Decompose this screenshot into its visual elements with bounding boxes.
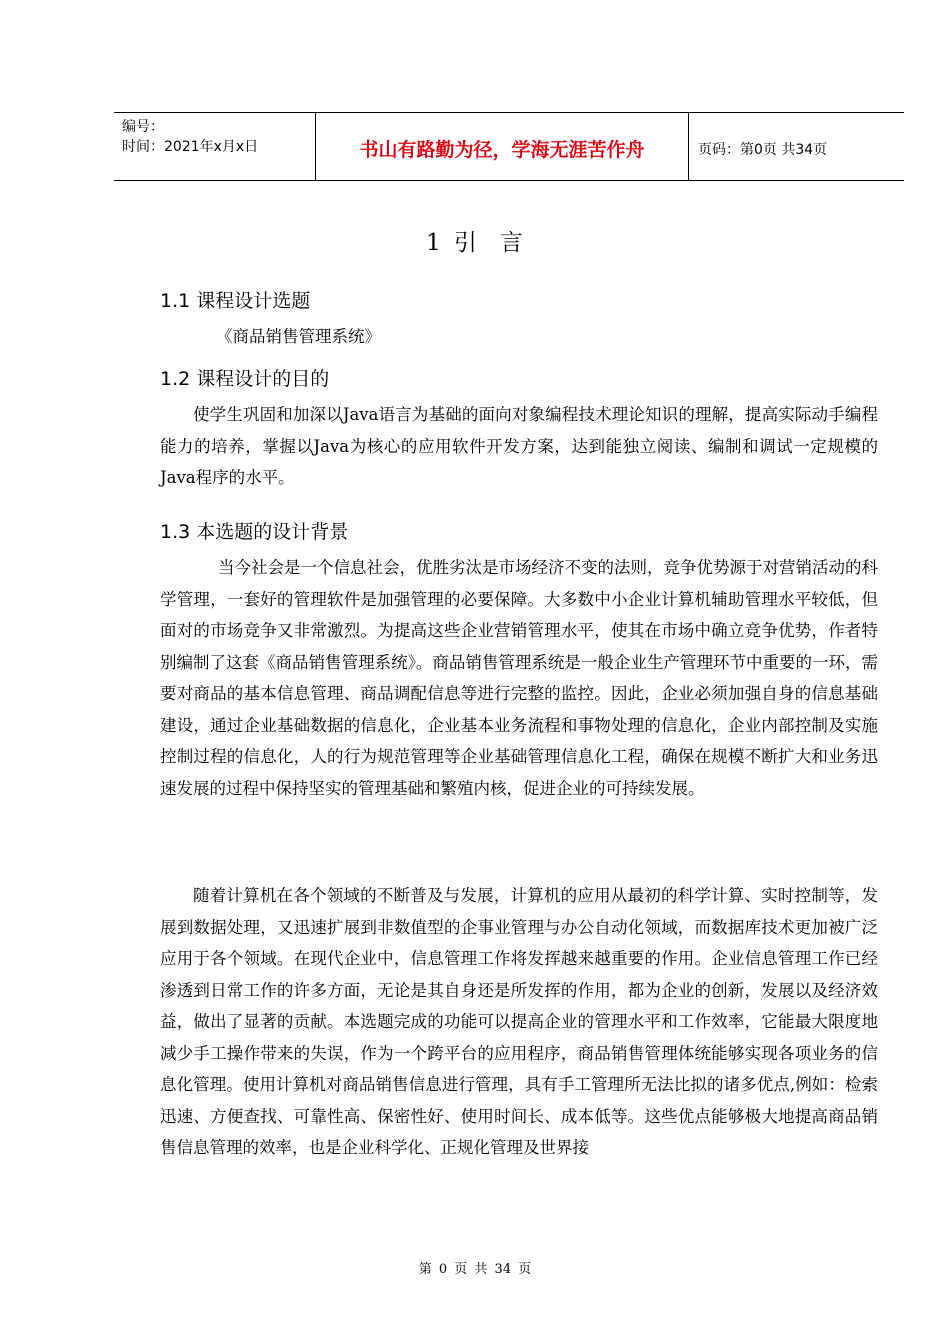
chapter-title-char-1: 引 <box>453 230 478 256</box>
document-number-label: 编号： <box>122 119 164 135</box>
section-heading-1-2: 1.2 课程设计的目的 <box>160 368 330 390</box>
page-footer: 第 0 页 共 34 页 <box>418 1262 532 1277</box>
section-heading-1-1: 1.1 课程设计选题 <box>160 290 311 312</box>
section-heading-1-3: 1.3 本选题的设计背景 <box>160 521 349 543</box>
section-paragraph-2: 随着计算机在各个领域的不断普及与发展，计算机的应用从最初的科学计算、实时控制等，发展到数据处理，又迅速扩展到非数值型的企事业管理与办公自动化领域，而数据库技术更加被广泛应用于各个领域。在现代企业中，信息管理工作将发挥越来越重要的作用。企业信息管理工作已经渗透到日常工作的许多方面，无论是其自身还是所发挥的作用，都为企业的创新，发展以及经济效益，做出了显著的贡献。本选题完成的功能可以提高企业的管理水平和工作效率，它能最大限度地减少手工操作带来的失误，作为一个跨平台的应用程序，商品销售管理体统能够实现各项业务的信息化管理。使用计算机对商品销售信息进行管理，具有手工管理所无法比拟的诸多优点,例如：检索迅速、方便查找、可靠性高、保密性好、使用时间长、成本低等。这些优点能够极大地提高商品销售信息管理的效率，也是企业科学化、正规化管理及世界接 <box>160 886 878 1157</box>
chapter-number: 1 <box>426 230 442 256</box>
chapter-title-char-2: 言 <box>499 230 524 256</box>
document-header <box>114 112 904 181</box>
section-body-1-1: 《商品销售管理系统》 <box>216 327 381 346</box>
section-paragraph-1: 当今社会是一个信息社会，优胜劣汰是市场经济不变的法则，竞争优势源于对营销活动的科学管理，一套好的管理软件是加强管理的必要保障。大多数中小企业计算机辅助管理水平较低，但面对的市场竞争又非常激烈。为提高这些企业营销管理水平，使其在市场中确立竞争优势，作者特别编制了这套《商品销售管理系统》。商品销售管理系统是一般企业生产管理环节中重要的一环，需要对商品的基本信息管理、商品调配信息等进行完整的监控。因此，企业必须加强自身的信息基础建设，通过企业基础数据的信息化，企业基本业务流程和事物处理的信息化，企业内部控制及实施控制过程的信息化，人的行为规范管理等企业基础管理信息化工程，确保在规模不断扩大和业务迅速发展的过程中保持坚实的管理基础和繁殖内核，促进企业的可持续发展。 <box>160 558 878 798</box>
header-motto: 书山有路勤为径，学海无涯苦作舟 <box>316 113 689 180</box>
header-meta-cell <box>114 113 316 180</box>
header-page-info: 页码：第0页 共34页 <box>698 141 828 158</box>
section-body-1-2: 使学生巩固和加深以Java语言为基础的面向对象编程技术理论知识的理解，提高实际动手编程能力的培养，掌握以Java为核心的应用软件开发方案，达到能独立阅读、编制和调试一定规模的Java程序的水平。 <box>160 405 878 487</box>
chapter-title <box>0 224 950 257</box>
document-time-label: 时间：2021年x月x日 <box>122 139 259 155</box>
